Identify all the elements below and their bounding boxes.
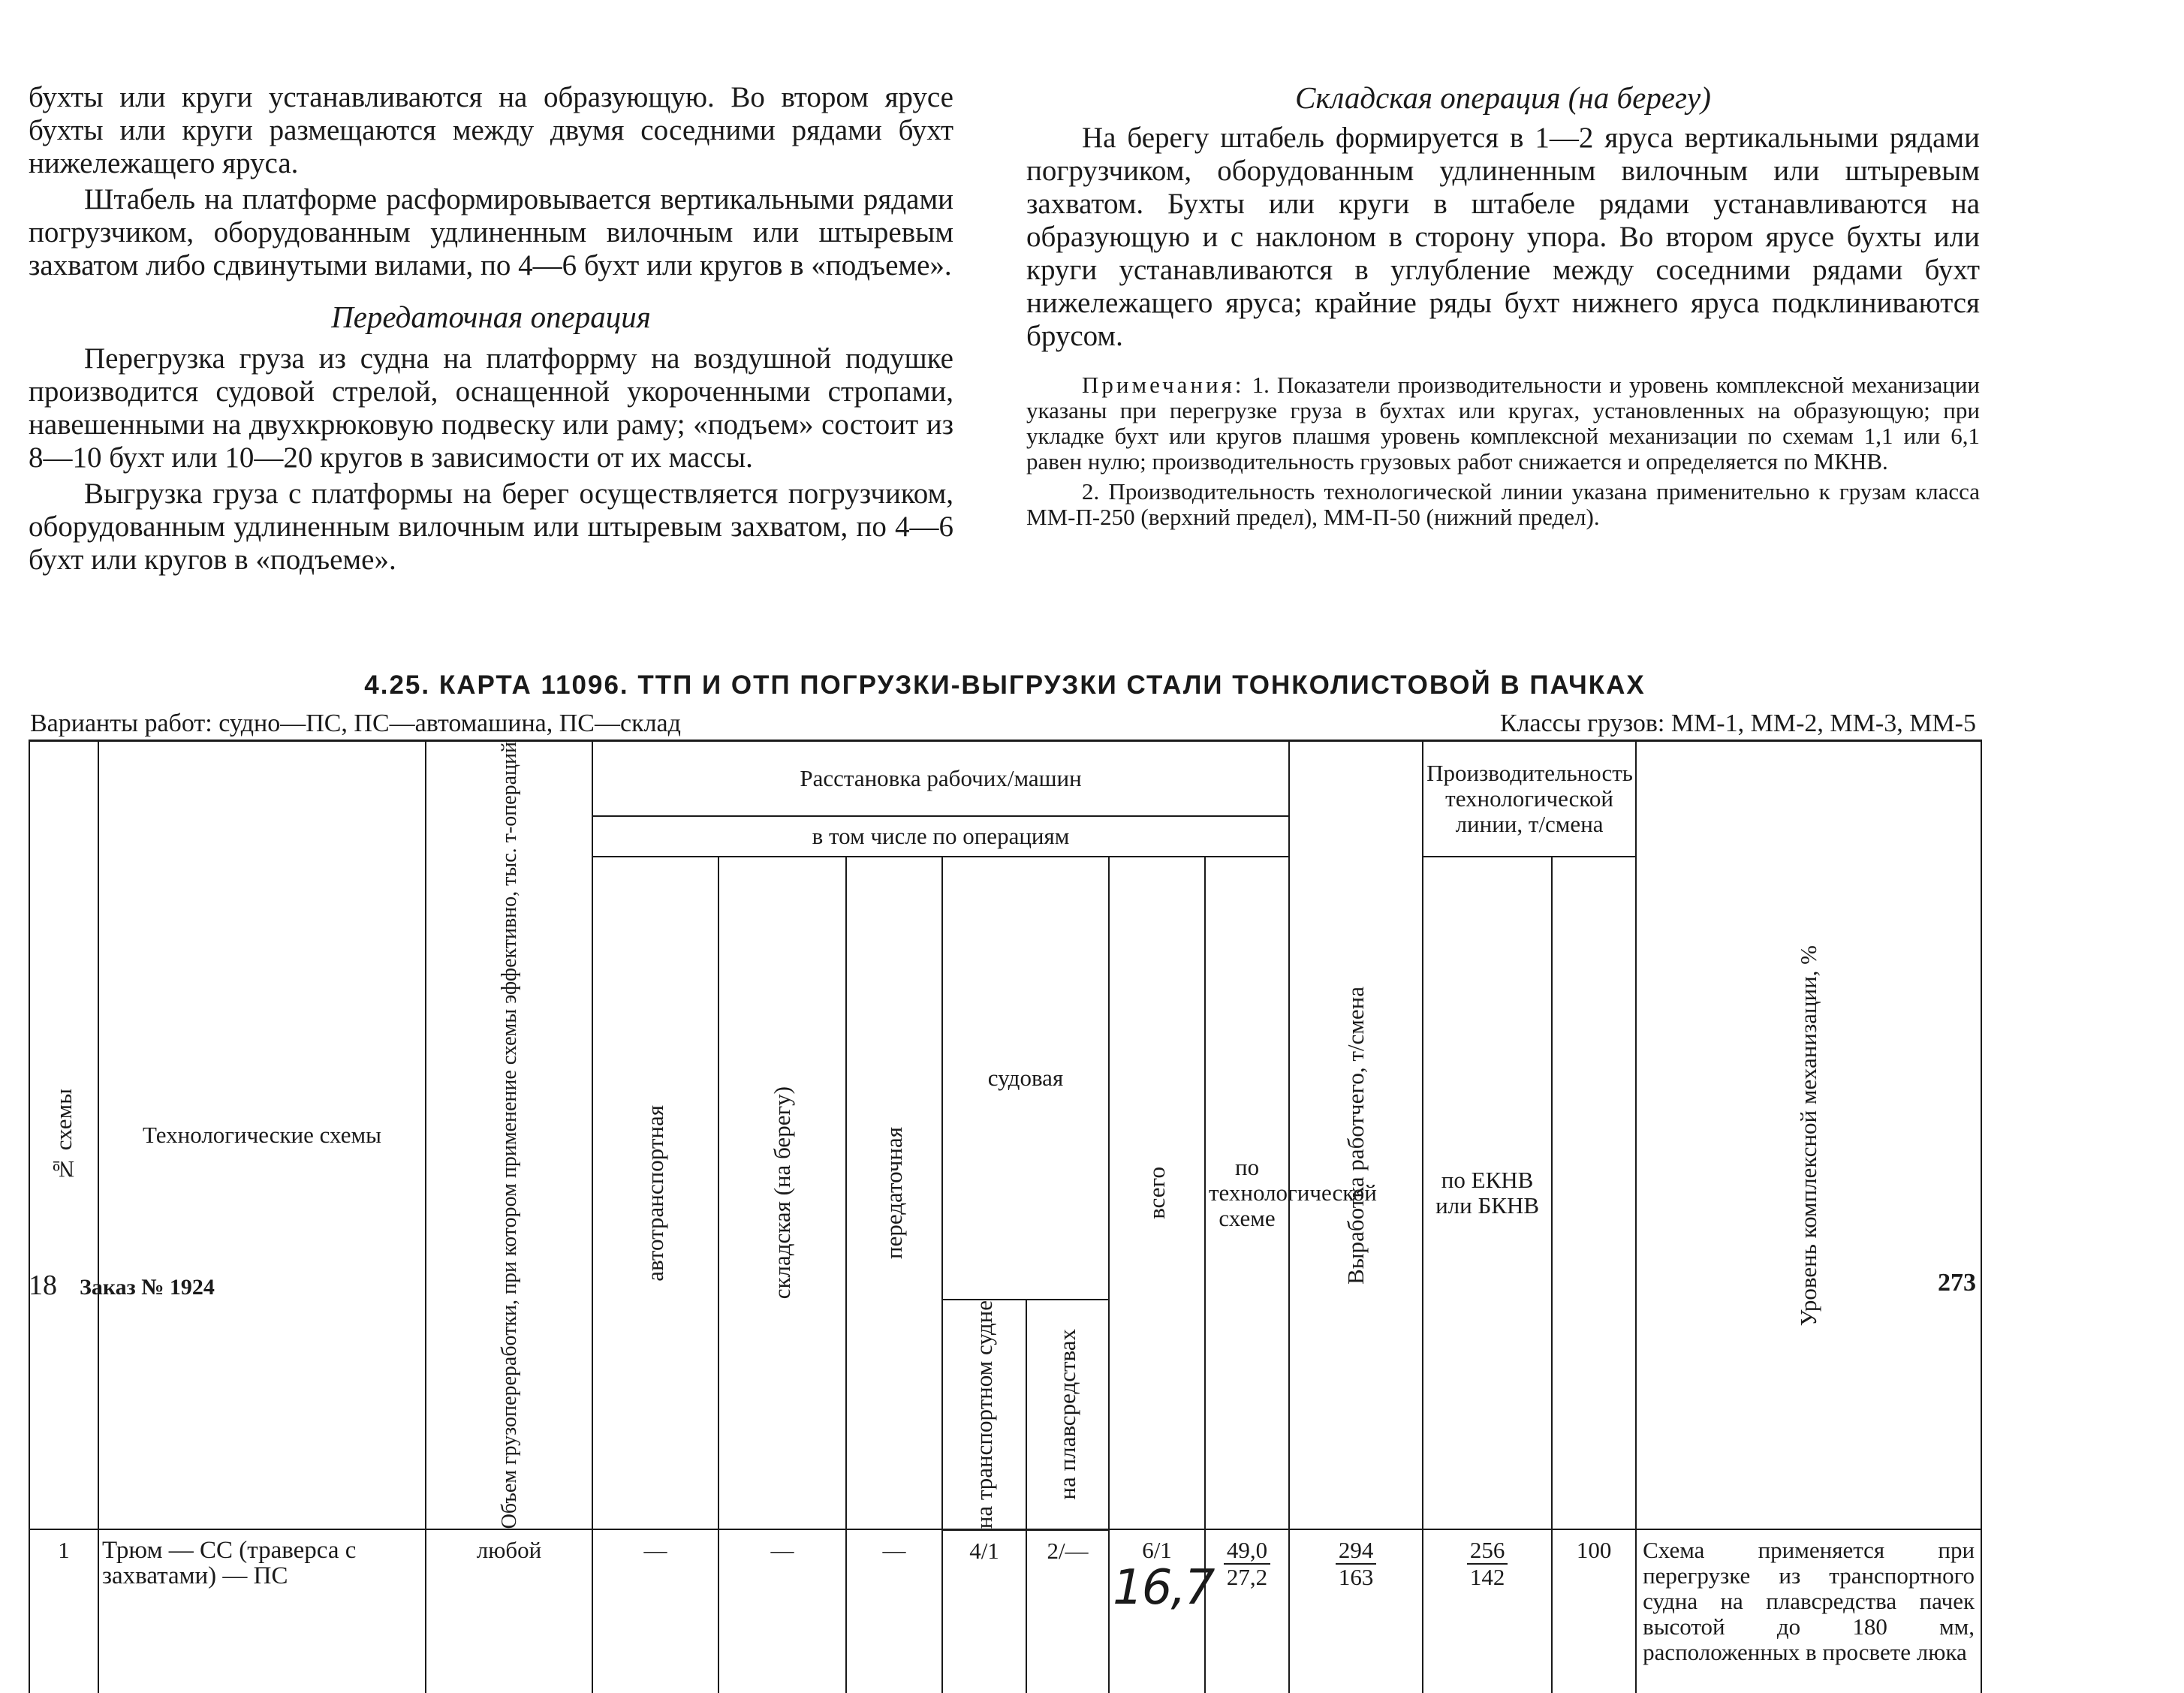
header-transfer: передаточная [846,857,942,1530]
header-warehouse: складская (на берегу) [718,857,846,1530]
cell-mechanization: 100 [1552,1529,1636,1693]
header-by-operation: в том числе по операциям [592,816,1289,857]
cell-prod-tech [1289,1529,1423,1693]
header-total: всего [1109,857,1205,1530]
prod-tech-numerator: 294 [1336,1538,1377,1565]
header-by-tech-scheme: по технологической схеме [1205,857,1289,1530]
notes [1026,372,1980,530]
technology-table [29,740,1982,1693]
cell-output [1205,1529,1289,1693]
header-volume: Объем грузопереработки, при котором применение схемы эффективно, тыс. т-операций [426,741,592,1530]
header-mechanization: Уровень комплексной механизации, % [1636,741,1981,1530]
prod-ekhv-numerator: 256 [1467,1538,1508,1565]
cell-on-floating: 2/— [1026,1529,1109,1693]
page-number: 273 [1938,1269,1976,1297]
cell-scheme: Трюм — СС (траверса с захватами) — ПС [98,1529,426,1693]
order-number: Заказ № 1924 [80,1275,215,1300]
header-on-floating: на плавсредствах [1026,1300,1109,1530]
total-value: 6/1 [1142,1537,1172,1564]
right-column [1026,81,1980,530]
note-2: 2. Производительность технологической линии указана применительно к грузам класса ММ-П-250 (верхний предел), ММ-П-50 (нижний предел). [1026,478,1980,530]
cell-auto: — [592,1529,718,1693]
header-placement: Расстановка рабочих/машин [592,741,1289,816]
paragraph: Выгрузка груза с платформы на берег осуществляется погрузчиком, оборудованным удлиненным вилочным или штыревым захватом, по 4—6 бухт или кругов в «подъеме». [29,477,953,576]
output-numerator: 49,0 [1224,1538,1270,1565]
header-scheme-no: № схемы [29,741,98,1530]
header-by-ekhv: по ЕКНВ или БКНВ [1423,857,1552,1530]
paragraph: Штабель на платформе расформировывается вертикальными рядами погрузчиком, оборудованным удлиненным вилочным или штыревым захватом либо сдвинутыми вилами, по 4—6 бухт или кругов в «подъеме». [29,183,953,282]
cell-prod-ekhv [1423,1529,1552,1693]
section-heading: Передаточная операция [331,300,651,334]
work-variants: Варианты работ: судно—ПС, ПС—автомашина, ПС—склад [30,709,681,737]
header-output: Выработка работчего, т/смена [1289,741,1423,1530]
cell-total [1109,1529,1214,1693]
header-tech-schemes: Технологические схемы [98,741,426,1530]
header-productivity: Производительность технологической линии, т/смена [1423,741,1636,857]
left-column [29,81,953,577]
table-title: 4.25. КАРТА 11096. ТТП И ОТП ПОГРУЗКИ-ВЫГРУЗКИ СТАЛИ ТОНКОЛИСТОВОЙ В ПАЧКАХ [364,670,1646,700]
paragraph: бухты или круги устанавливаются на образующую. Во втором ярусе бухты или круги размещаются между двумя соседними рядами бухт нижележащего яруса. [29,81,953,179]
cell-on-transport-ship: 4/1 [942,1529,1026,1693]
section-heading: Складская операция (на берегу) [1295,80,1711,115]
note-1: 1. Показатели производительности и уровень комплексной механизации указаны при перегрузке груза в бухтах или кругах, установленных на образующую; при укладке бухт или кругов плашмя уровень комплексной механизации по схемам 1,1 или 6,1 равен нулю; производительность грузовых работ снижается и определяется по МКНВ. [1026,372,1981,474]
table-row [29,1529,1981,1693]
cell-no: 1 [29,1529,98,1693]
header-auto: автотранспортная [592,857,718,1530]
prod-tech-denominator: 163 [1338,1564,1374,1591]
paragraph: Перегрузка груза из судна на платфоррму на воздушной подушке производится судовой стрелой, оснащенной укороченными стропами, навешенными на двухкрюковую подвеску или раму; «подъем» состоит из 8—10 бухт или 10—20 кругов в зависимости от их массы. [29,342,953,474]
cell-transfer: — [846,1529,942,1693]
handwritten-note: 16,7 [1113,1560,1214,1616]
output-denominator: 27,2 [1226,1564,1268,1591]
cargo-classes: Классы грузов: ММ-1, ММ-2, ММ-3, ММ-5 [1499,709,1976,737]
paragraph: На берегу штабель формируется в 1—2 яруса вертикальными рядами погрузчиком, оборудованным удлиненным вилочным или штыревым захватом. Бухты или круги в штабеле рядами устанавливаются на образующую и с наклоном в сторону упора. Во втором ярусе бухты или круги устанавливаются в углубление между соседними рядами бухт нижележащего яруса; крайние ряды бухт нижнего яруса подклиниваются брусом. [1026,122,1980,352]
cell-warehouse: — [718,1529,846,1693]
notes-label: Примечания: [1082,372,1245,398]
cell-purpose: Схема применяется при перегрузке из транспортного судна на плавсредства пачек высотой до 180 мм, расположенных в просвете люка [1636,1529,1981,1693]
cell-volume: любой [426,1529,592,1693]
sheet-number: 18 [29,1270,57,1301]
header-ship: судовая [942,857,1109,1300]
footer-left [29,1269,215,1302]
header-on-transport-ship: на транспортном судне [942,1300,1026,1530]
prod-ekhv-denominator: 142 [1469,1564,1505,1591]
